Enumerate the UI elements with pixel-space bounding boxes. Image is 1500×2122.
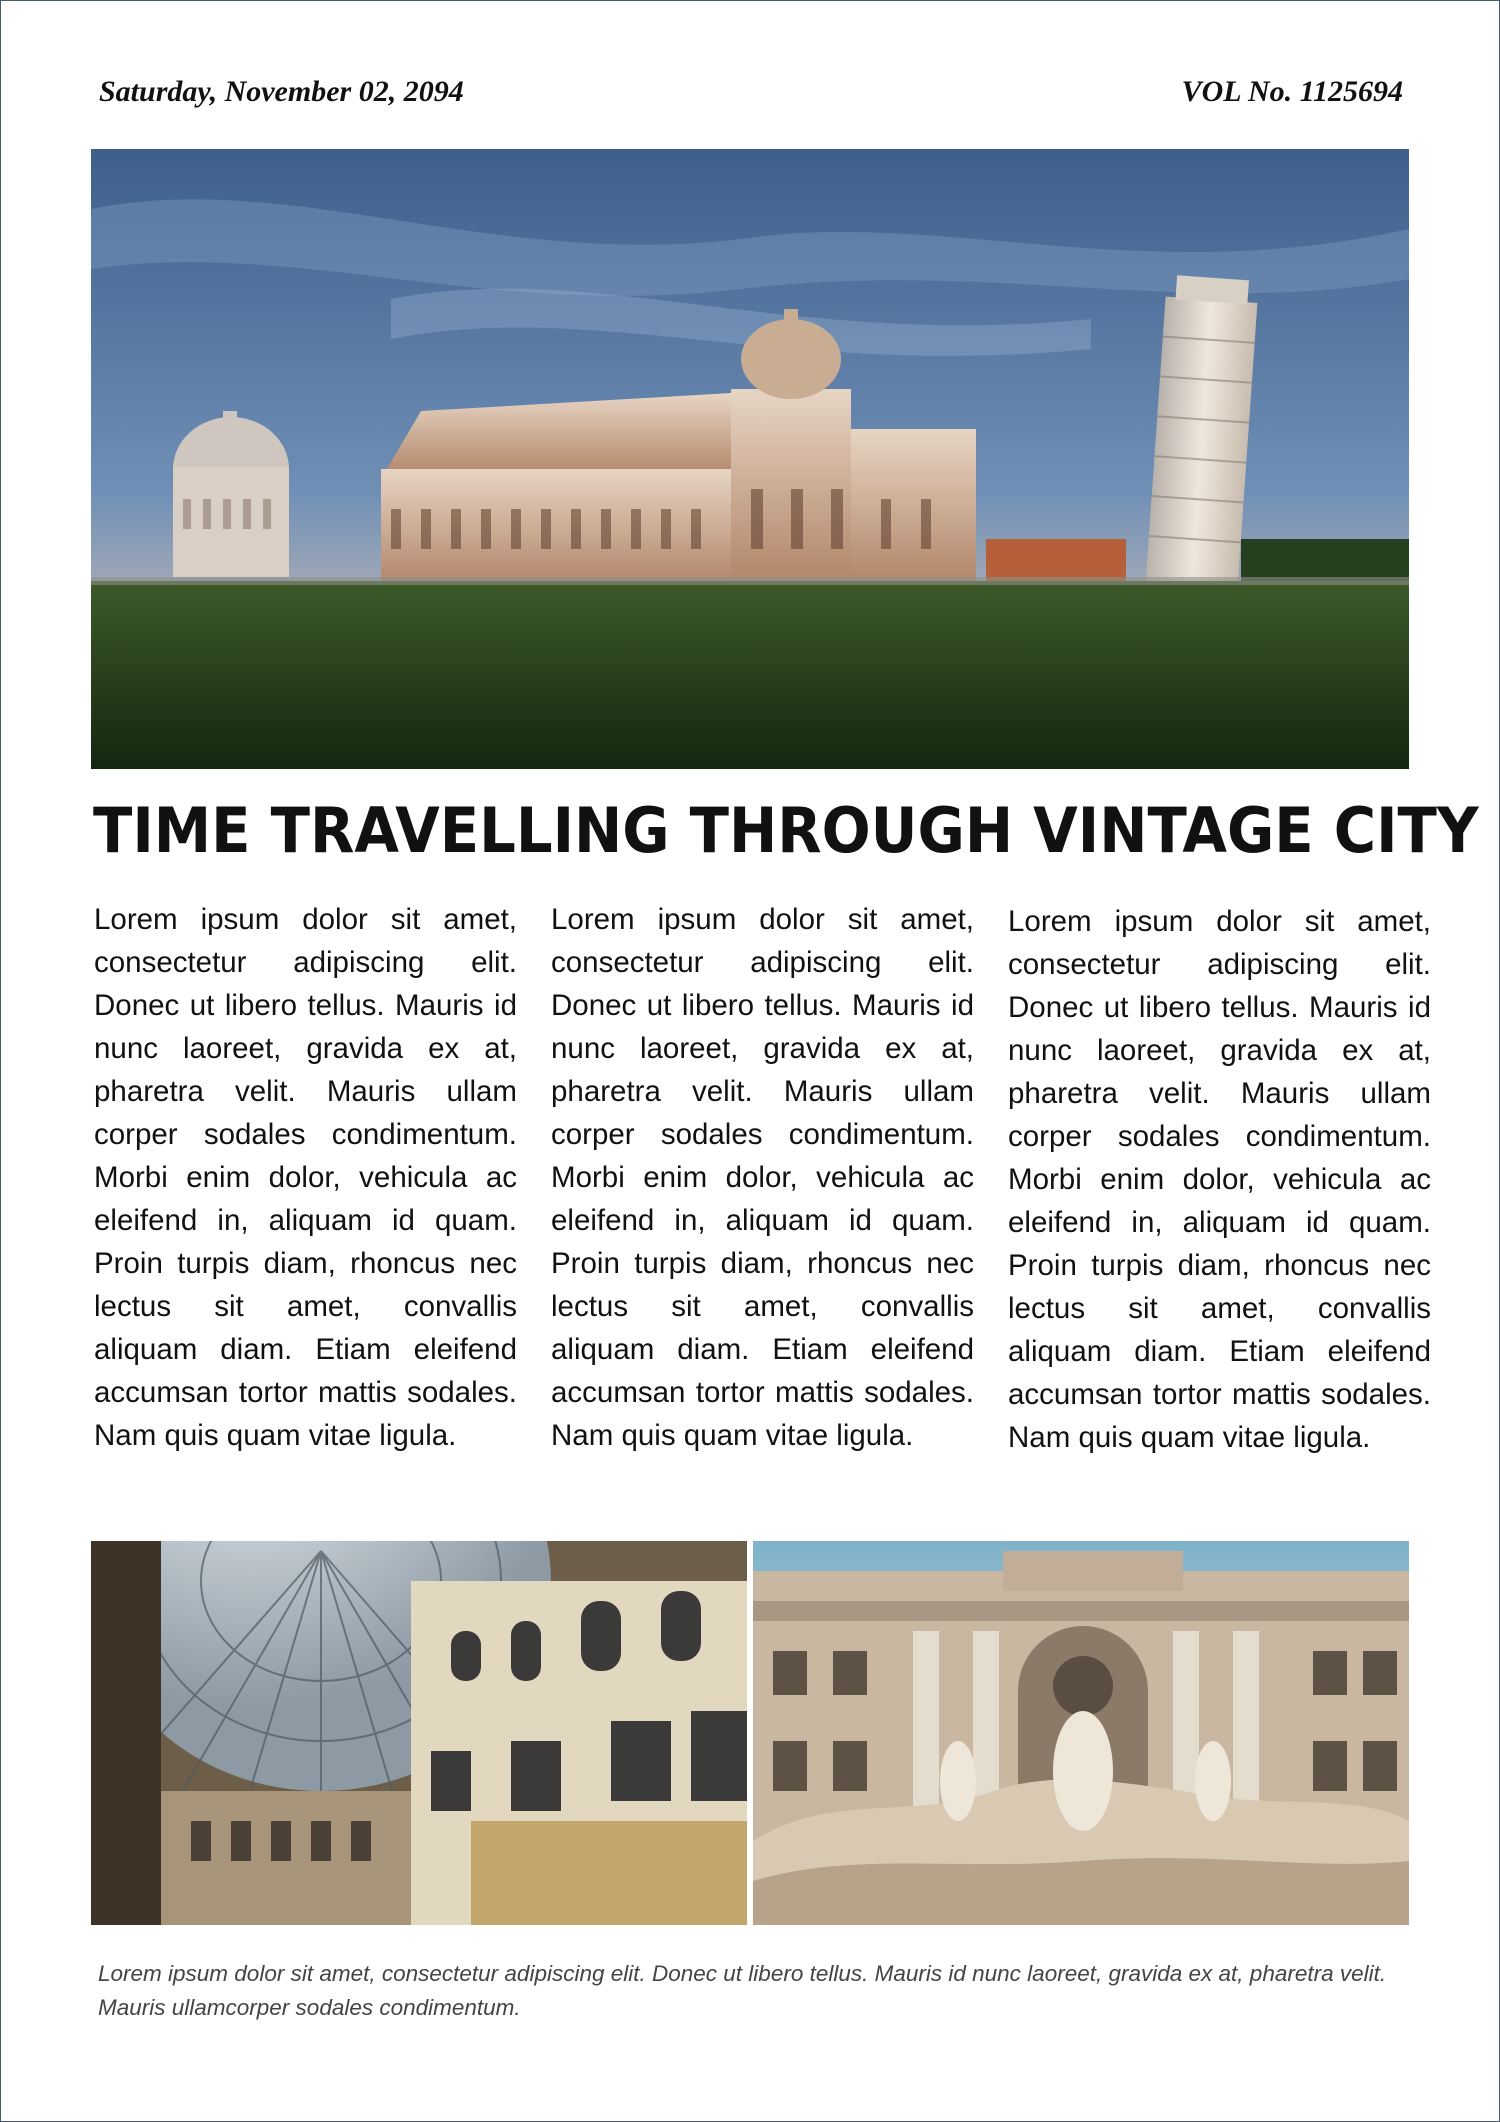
fountain-photo bbox=[753, 1541, 1409, 1925]
article-column-1: Lorem ipsum dolor sit amet, consectetur adipiscing elit. Donec ut libero tellus. Mauris id nunc laoreet, gravida ex at, pharetra velit. Mauris ullam corper sodales condimentum. Morbi enim dolor, vehicula ac eleifend in, aliquam id quam. Proin turpis diam, rhoncus nec lectus sit amet, convallis aliquam diam. Etiam eleifend accumsan tortor mattis sodales. Nam quis quam vitae ligula. bbox=[94, 903, 517, 1452]
galleria-photo bbox=[91, 1541, 747, 1925]
article-headline: TIME TRAVELLING THROUGH VINTAGE CITY bbox=[93, 794, 1479, 867]
article-column-2: Lorem ipsum dolor sit amet, consectetur adipiscing elit. Donec ut libero tellus. Mauris id nunc laoreet, gravida ex at, pharetra velit. Mauris ullam corper sodales condimentum. Morbi enim dolor, vehicula ac eleifend in, aliquam id quam. Proin turpis diam, rhoncus nec lectus sit amet, convallis aliquam diam. Etiam eleifend accumsan tortor mattis sodales. Nam quis quam vitae ligula. bbox=[551, 903, 974, 1452]
photo-caption: Lorem ipsum dolor sit amet, consectetur adipiscing elit. Donec ut libero tellus. Mauris id nunc laoreet, gravida ex at, pharetra velit. Mauris ullamcorper sodales condimentum. bbox=[98, 1961, 1387, 2020]
article-body bbox=[94, 898, 1432, 1508]
article-column-3: Lorem ipsum dolor sit amet, consectetur adipiscing elit. Donec ut libero tellus. Mauris id nunc laoreet, gravida ex at, pharetra velit. Mauris ullam corper sodales condimentum. Morbi enim dolor, vehicula ac eleifend in, aliquam id quam. Proin turpis diam, rhoncus nec lectus sit amet, convallis aliquam diam. Etiam eleifend accumsan tortor mattis sodales. Nam quis quam vitae ligula. bbox=[1008, 905, 1431, 1454]
issue-date: Saturday, November 02, 2094 bbox=[99, 75, 464, 108]
volume-number: VOL No. 1125694 bbox=[1181, 75, 1403, 108]
hero-photo bbox=[91, 149, 1409, 769]
